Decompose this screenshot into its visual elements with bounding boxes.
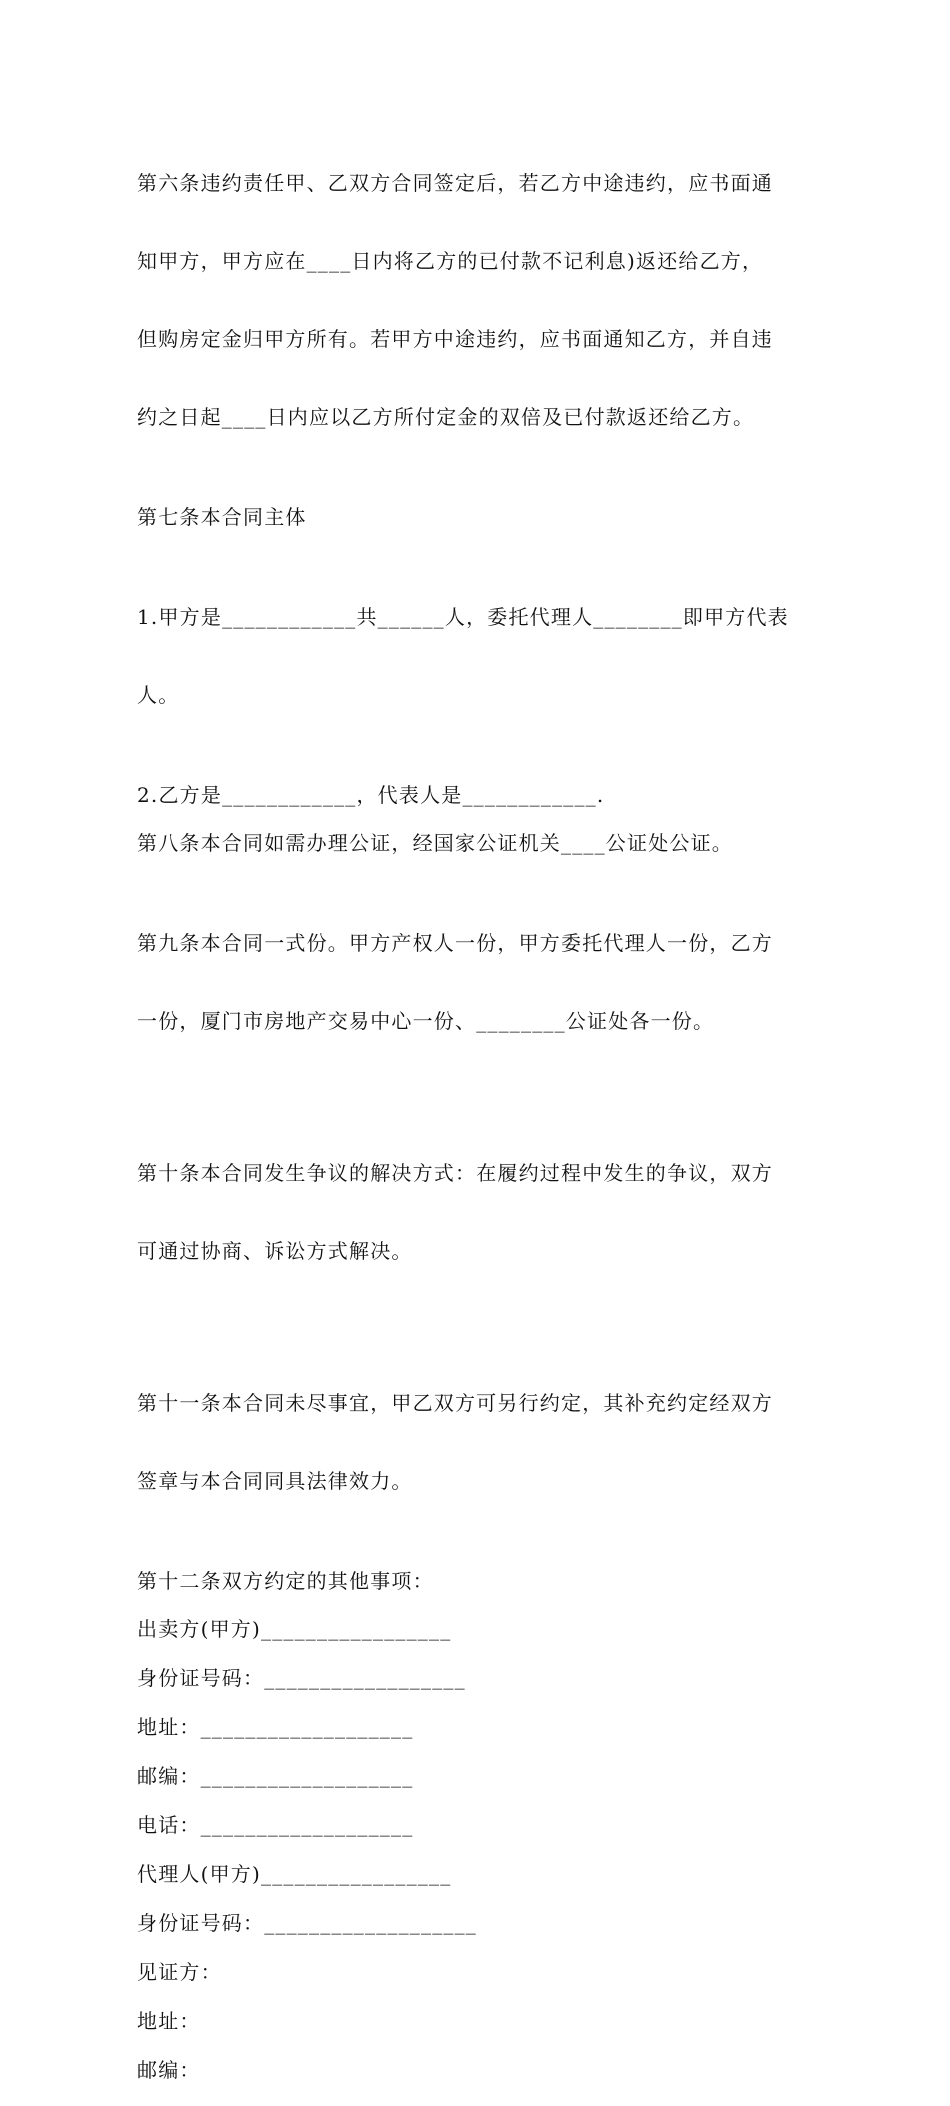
witness-postcode-field: 邮编：	[137, 2058, 201, 2082]
article-11-line: 第十一条本合同未尽事宜，甲乙双方可另行约定，其补充约定经双方	[137, 1391, 773, 1415]
article-10-paragraph	[137, 1108, 817, 1316]
article-7-heading: 第七条本合同主体	[137, 505, 307, 529]
article-11-line: 签章与本合同同具法律效力。	[137, 1469, 413, 1493]
witness-address-field: 地址：	[137, 2009, 201, 2033]
article-9-line: 第九条本合同一式份。甲方产权人一份，甲方委托代理人一份，乙方	[137, 931, 773, 955]
article-7-party-b: 2.乙方是____________，代表人是____________.	[137, 783, 605, 807]
article-6-line: 约之日起____日内应以乙方所付定金的双倍及已付款返还给乙方。	[137, 405, 755, 429]
seller-phone-field: 电话：___________________	[137, 1813, 414, 1837]
witness-field: 见证方：	[137, 1960, 222, 1984]
article-6-paragraph	[137, 118, 817, 482]
party-a-line: 人。	[137, 683, 180, 707]
seller-postcode-field: 邮编：___________________	[137, 1764, 414, 1788]
seller-field: 出卖方(甲方)_________________	[137, 1617, 452, 1641]
article-10-line: 可通过协商、诉讼方式解决。	[137, 1239, 413, 1263]
agent-field: 代理人(甲方)_________________	[137, 1862, 452, 1886]
article-10-line: 第十条本合同发生争议的解决方式：在履约过程中发生的争议，双方	[137, 1161, 773, 1185]
seller-address-field: 地址：___________________	[137, 1715, 414, 1739]
party-a-line: 1.甲方是____________共______人，委托代理人________即甲方代表	[137, 605, 789, 629]
article-12-heading: 第十二条双方约定的其他事项：	[137, 1569, 434, 1593]
article-6-line: 第六条违约责任甲、乙双方合同签定后，若乙方中途违约，应书面通	[137, 171, 773, 195]
article-8-paragraph: 第八条本合同如需办理公证，经国家公证机关____公证处公证。	[137, 831, 733, 855]
article-6-line: 但购房定金归甲方所有。若甲方中途违约，应书面通知乙方，并自违	[137, 327, 773, 351]
article-6-line: 知甲方，甲方应在____日内将乙方的已付款不记利息)返还给乙方，	[137, 249, 764, 273]
agent-id-field: 身份证号码：___________________	[137, 1911, 477, 1935]
article-9-line: 一份，厦门市房地产交易中心一份、________公证处各一份。	[137, 1009, 715, 1033]
seller-id-field: 身份证号码：__________________	[137, 1666, 466, 1690]
article-7-party-a	[137, 552, 817, 760]
contract-page	[137, 118, 817, 2106]
article-9-paragraph	[137, 878, 817, 1086]
article-11-paragraph	[137, 1338, 817, 1546]
